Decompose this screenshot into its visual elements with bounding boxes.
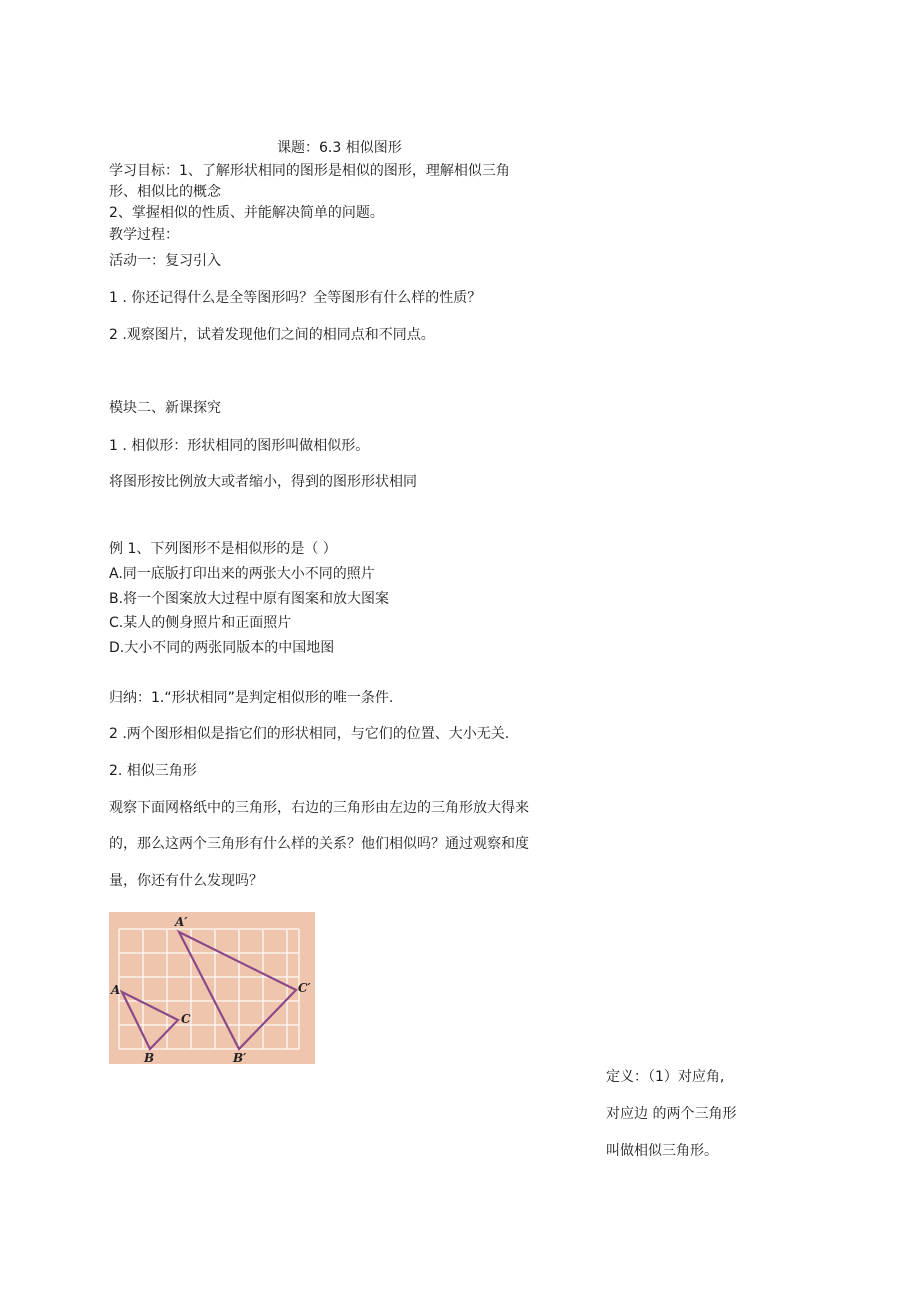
scale-note: 将图形按比例放大或者缩小，得到的图形形状相同 [109, 474, 417, 490]
grid-triangles-figure [109, 912, 315, 1064]
option-a: A.同一底版打印出来的两张大小不同的照片 [109, 566, 375, 582]
label-b: B [144, 1051, 155, 1064]
review-question-1: 1 . 你还记得什么是全等图形吗？全等图形有什么样的性质？ [109, 290, 482, 306]
definition-line-2: 对应边 的两个三角形 [606, 1106, 737, 1122]
similar-figure-definition: 1 . 相似形：形状相同的图形叫做相似形。 [109, 438, 370, 454]
observe-line-2: 的，那么这两个三角形有什么样的关系？他们相似吗？通过观察和度 [109, 836, 529, 852]
objectives-line-3: 2、掌握相似的性质、并能解决简单的问题。 [109, 205, 384, 221]
label-c-prime: C′ [298, 981, 311, 995]
label-a-prime: A′ [175, 915, 188, 929]
label-c: C [181, 1012, 191, 1026]
objectives-line-1: 学习目标：1、了解形状相同的图形是相似的图形，理解相似三角 [109, 163, 510, 179]
example-1-question: 例 1、下列图形不是相似形的是（ ） [109, 541, 337, 557]
large-triangle-abc-prime [179, 932, 296, 1049]
option-b: B.将一个图案放大过程中原有图案和放大图案 [109, 591, 390, 607]
activity-1-heading: 活动一：复习引入 [109, 253, 221, 269]
definition-line-3: 叫做相似三角形。 [606, 1143, 718, 1159]
summary-1: 归纳：1.“形状相同”是判定相似形的唯一条件. [109, 690, 394, 706]
label-a: A [111, 983, 121, 997]
observe-line-3: 量，你还有什么发现吗？ [109, 873, 263, 889]
review-question-2: 2 .观察图片，试着发现他们之间的相同点和不同点。 [109, 327, 435, 343]
option-d: D.大小不同的两张同版本的中国地图 [109, 640, 335, 656]
lesson-title: 课题：6.3 相似图形 [277, 140, 402, 156]
option-c: C.某人的侧身照片和正面照片 [109, 615, 292, 631]
process-label: 教学过程： [109, 227, 179, 243]
module-2-heading: 模块二、新课探究 [109, 400, 221, 416]
grid-triangles-svg [109, 912, 315, 1064]
objectives-line-2: 形、相似比的概念 [109, 184, 221, 200]
summary-2: 2 .两个图形相似是指它们的形状相同，与它们的位置、大小无关. [109, 726, 510, 742]
definition-line-1: 定义：（1）对应角, [606, 1069, 725, 1085]
similar-triangles-heading: 2. 相似三角形 [109, 763, 197, 779]
observe-line-1: 观察下面网格纸中的三角形，右边的三角形由左边的三角形放大得来 [109, 800, 529, 816]
label-b-prime: B′ [233, 1051, 247, 1064]
